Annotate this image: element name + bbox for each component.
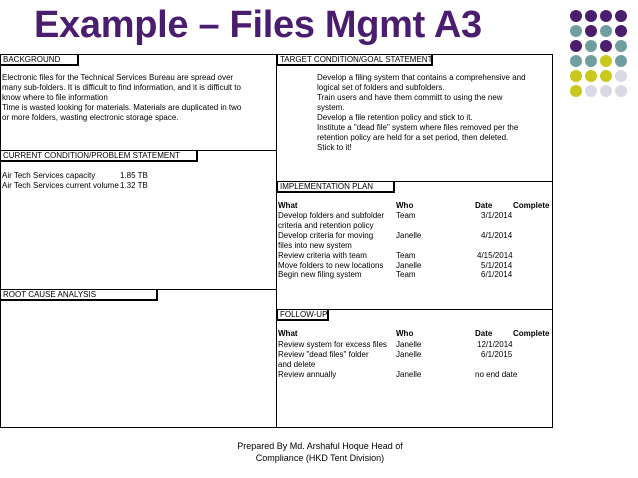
current-volume-value: 1.32 TB	[120, 181, 148, 190]
followup-label: FOLLOW-UP	[277, 309, 329, 321]
dot	[585, 40, 597, 52]
target-line: Develop a filing system that contains a comprehensive and	[317, 73, 526, 82]
target-line: retention policy are held for a set period, then deleted.	[317, 133, 509, 142]
target-line: Institute a "dead file" system where files removed per the	[317, 123, 519, 132]
dot	[600, 55, 612, 67]
dot	[570, 85, 582, 97]
who-cell: Janelle	[396, 231, 422, 240]
dot	[600, 85, 612, 97]
dot	[585, 55, 597, 67]
dot	[615, 55, 627, 67]
what-cell: criteria and retention policy	[278, 221, 374, 230]
who-cell: Team	[396, 251, 416, 260]
column-header-what: What	[278, 329, 298, 338]
page-title: Example – Files Mgmt A3	[34, 4, 482, 46]
capacity-name: Air Tech Services capacity	[2, 171, 96, 180]
footer-line: Compliance (HKD Tent Division)	[255, 453, 385, 463]
background-line: or more folders, wasting electronic storage space.	[2, 113, 179, 122]
background-line: Electronic files for the Technical Services Bureau are spread over	[2, 73, 234, 82]
column-header-complete: Complete	[513, 201, 550, 210]
what-cell: Develop folders and subfolder	[278, 211, 385, 220]
background-line: know where to file information	[2, 93, 108, 102]
date-cell: 4/15/2014	[477, 251, 513, 260]
what-cell: files into new system	[278, 241, 352, 250]
capacity-value: 1.85 TB	[120, 171, 148, 180]
dot	[615, 10, 627, 22]
who-cell: Janelle	[396, 340, 422, 349]
footer-line: Prepared By Md. Arshaful Hoque Head of	[237, 441, 403, 451]
target-line: system.	[317, 103, 345, 112]
footer	[200, 440, 440, 464]
dot	[585, 70, 597, 82]
background-label: BACKGROUND	[0, 54, 79, 66]
date-cell: 6/1/2015	[481, 350, 513, 359]
who-cell: Janelle	[396, 370, 422, 379]
date-cell: 4/1/2014	[481, 231, 513, 240]
target-line: Stick to it!	[317, 143, 352, 152]
dot	[600, 40, 612, 52]
target-label: TARGET CONDITION/GOAL STATEMENT	[277, 54, 433, 66]
implementation-label: IMPLEMENTATION PLAN	[277, 181, 395, 193]
background-line: Time is wasted looking for materials. Materials are duplicated in two	[2, 103, 242, 112]
dot	[570, 55, 582, 67]
dot	[585, 85, 597, 97]
what-cell: Begin new filing system	[278, 270, 362, 279]
what-cell: Review annually	[278, 370, 337, 379]
dot	[615, 85, 627, 97]
dot	[600, 10, 612, 22]
dot	[600, 25, 612, 37]
who-cell: Janelle	[396, 261, 422, 270]
column-header-what: What	[278, 201, 298, 210]
current-volume-name: Air Tech Services current volume	[2, 181, 119, 190]
what-cell: and delete	[278, 360, 316, 369]
date-cell: 12/1/2014	[477, 340, 513, 349]
column-header-complete: Complete	[513, 329, 550, 338]
date-cell: no end date	[475, 370, 518, 379]
dot	[570, 40, 582, 52]
who-cell: Janelle	[396, 350, 422, 359]
dot	[615, 25, 627, 37]
dot	[570, 70, 582, 82]
dot	[585, 25, 597, 37]
what-cell: Develop criteria for moving	[278, 231, 374, 240]
dot	[585, 10, 597, 22]
target-line: logical set of folders and subfolders.	[317, 83, 445, 92]
what-cell: Review "dead files" folder	[278, 350, 369, 359]
dot	[570, 10, 582, 22]
current-condition-label: CURRENT CONDITION/PROBLEM STATEMENT	[0, 150, 198, 162]
date-cell: 3/1/2014	[481, 211, 513, 220]
background-line: many sub-folders. It is difficult to find information, and it is difficult to	[2, 83, 241, 92]
what-cell: Review criteria with team	[278, 251, 367, 260]
dot	[600, 70, 612, 82]
what-cell: Move folders to new locations	[278, 261, 384, 270]
target-line: Develop a file retention policy and stick to it.	[317, 113, 473, 122]
dot	[570, 25, 582, 37]
column-header-who: Who	[396, 201, 414, 210]
who-cell: Team	[396, 270, 416, 279]
root-cause-label: ROOT CAUSE ANALYSIS	[0, 289, 158, 301]
date-cell: 6/1/2014	[481, 270, 513, 279]
target-line: Train users and have them committ to using the new	[317, 93, 503, 102]
who-cell: Team	[396, 211, 416, 220]
root-cause-section	[0, 289, 277, 428]
column-header-date: Date	[475, 201, 493, 210]
column-header-date: Date	[475, 329, 493, 338]
column-header-who: Who	[396, 329, 414, 338]
dot	[615, 70, 627, 82]
what-cell: Review system for excess files	[278, 340, 387, 349]
dot	[615, 40, 627, 52]
date-cell: 5/1/2014	[481, 261, 513, 270]
